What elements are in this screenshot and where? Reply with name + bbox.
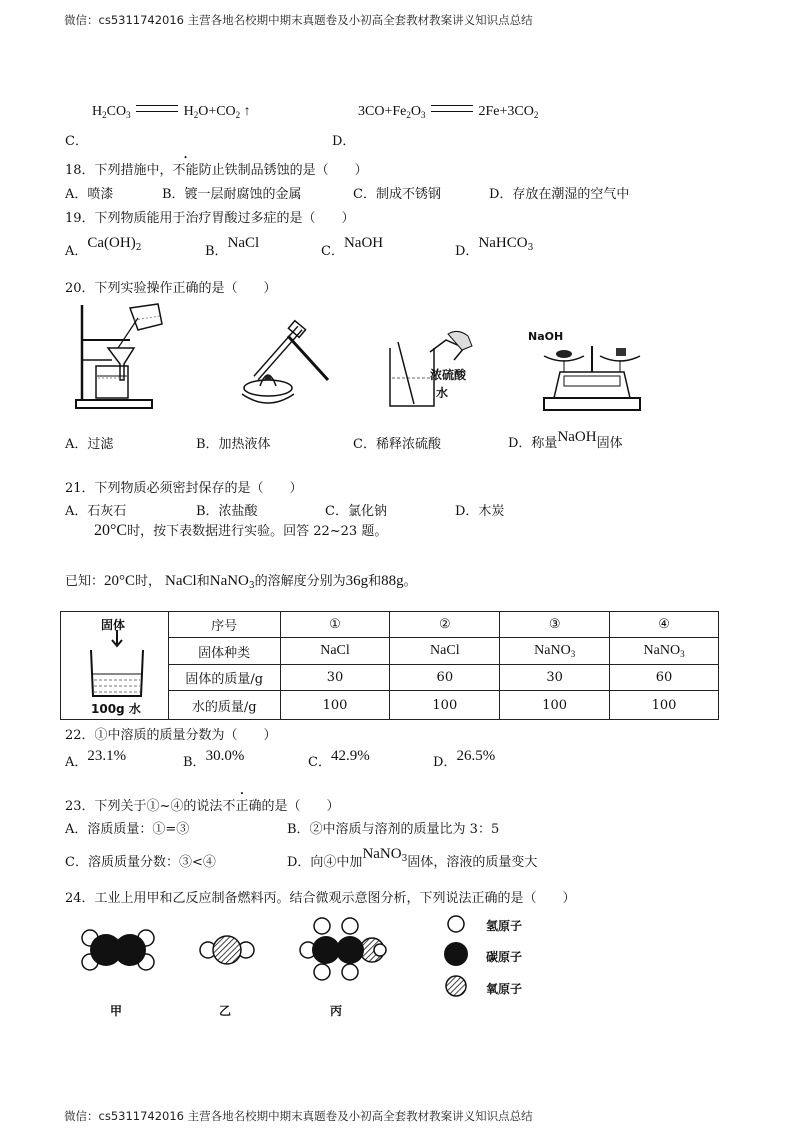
- page-footer: 微信：cs5311742016 主营各地名校期中期末真题卷及小初高全套教材教案讲义知识点总结: [64, 1109, 533, 1123]
- acid-label: 浓硫酸: [430, 368, 467, 382]
- solid-label: 固体: [101, 618, 126, 632]
- q20-option-b: B．加热液体: [196, 437, 271, 452]
- experiment-intro: 20°C时，按下表数据进行实验。回答 22~23 题。: [94, 522, 388, 539]
- q23-option-b: B．②中溶质与溶剂的质量比为 3：5: [287, 822, 500, 837]
- molecule-jia: [82, 930, 154, 970]
- oxygen-legend-icon: [446, 976, 466, 996]
- solid-type: NaNO$_3$: [610, 638, 719, 665]
- beaker-icon: [85, 630, 149, 700]
- q20-option-d: D．称量NaOH固体: [508, 429, 623, 451]
- page-header: 微信：cs5311742016 主营各地名校期中期末真题卷及小初高全套教材教案讲义知识点总结: [64, 13, 533, 27]
- q23-option-d: D．向④中加NaNO$_3$固体，溶液的质量变大: [287, 846, 538, 870]
- q22-stem: 22．①中溶质的质量分数为（ ）: [65, 728, 277, 743]
- legend-hydrogen: 氢原子: [486, 919, 523, 933]
- row-label-number: 序号: [168, 612, 280, 638]
- q18-option-c: C．制成不锈钢: [353, 187, 441, 202]
- naoh-label: NaOH: [528, 330, 564, 343]
- q21-option-b: B．浓盐酸: [196, 504, 258, 519]
- beaker-figure-cell: [61, 612, 169, 720]
- row-label-type: 固体种类: [168, 638, 280, 665]
- label-jia: 甲: [110, 1004, 123, 1018]
- label-bing: 丙: [330, 1004, 343, 1018]
- hydrogen-legend-icon: [448, 916, 464, 932]
- q22-option-d: D．26.5%: [433, 748, 496, 770]
- q22-option-c: C．42.9%: [308, 748, 370, 770]
- equation-d: $3CO+Fe_2O_3$ $2Fe+3CO_2$: [358, 104, 539, 120]
- q18-option-b: B．镀一层耐腐蚀的金属: [162, 187, 302, 202]
- water-label: 水: [436, 386, 449, 400]
- row-label-water-mass: 水的质量/g: [168, 691, 280, 720]
- sample-number: ②: [390, 612, 500, 638]
- q23-stem: 23．下列关于①~④的说法不正确的是（ ）: [65, 799, 340, 814]
- q20-option-c: C．稀释浓硫酸: [353, 437, 441, 452]
- q18-option-d: D．存放在潮湿的空气中: [489, 187, 630, 202]
- solubility-known: 已知：20°C时， NaCl和NaNO$_3$的溶解度分别为36g和88g。: [65, 573, 417, 591]
- filtration-figure: [68, 300, 178, 412]
- solid-mass: 60: [610, 665, 719, 691]
- q19-option-d: D．NaHCO$_3$: [455, 235, 534, 259]
- q21-stem: 21．下列物质必须密封保存的是（ ）: [65, 481, 303, 496]
- heating-liquid-figure: [228, 318, 338, 413]
- q21-option-a: A．石灰石: [65, 504, 127, 519]
- solid-mass: 30: [280, 665, 390, 691]
- sample-number: ④: [610, 612, 719, 638]
- q18-option-a: A．喷漆: [65, 187, 114, 202]
- molecule-diagram: [60, 908, 480, 1028]
- water-mass: 100: [390, 691, 500, 720]
- legend-carbon: 碳原子: [486, 950, 523, 964]
- q20-option-a: A．过滤: [65, 437, 114, 452]
- solid-mass: 30: [500, 665, 610, 691]
- sample-number: ③: [500, 612, 610, 638]
- solubility-table: [60, 611, 719, 720]
- option-d-label: D．: [332, 134, 356, 149]
- water-mass: 100: [610, 691, 719, 720]
- solid-type: NaCl: [390, 638, 500, 665]
- legend-oxygen: 氧原子: [486, 982, 523, 996]
- q20-stem: 20．下列实验操作正确的是（ ）: [65, 281, 277, 296]
- solid-type: NaNO$_3$: [500, 638, 610, 665]
- q19-stem: 19．下列物质能用于治疗胃酸过多症的是（ ）: [65, 211, 355, 226]
- solid-mass: 60: [390, 665, 500, 691]
- q19-option-c: C．NaOH: [321, 235, 384, 259]
- carbon-legend-icon: [444, 942, 468, 966]
- q21-option-c: C．氯化钠: [325, 504, 387, 519]
- balance-figure: [540, 336, 644, 414]
- q22-option-a: A．23.1%: [65, 748, 127, 770]
- equation-c: $H_2CO_3$ $H_2O+CO_2$ ↑: [92, 104, 251, 120]
- molecule-bing: [300, 918, 386, 980]
- water-amount-label: 100g 水: [91, 702, 141, 716]
- row-label-solid-mass: 固体的质量/g: [168, 665, 280, 691]
- water-mass: 100: [280, 691, 390, 720]
- sample-number: ①: [280, 612, 390, 638]
- option-c-label: C．: [65, 134, 88, 149]
- q18-stem: 18．下列措施中，不能防止铁制品锈蚀的是（ ）: [65, 163, 368, 178]
- water-mass: 100: [500, 691, 610, 720]
- q21-option-d: D．木炭: [455, 504, 505, 519]
- q23-option-c: C．溶质质量分数：③<④: [65, 855, 216, 870]
- solid-type: NaCl: [280, 638, 390, 665]
- label-yi: 乙: [219, 1004, 232, 1018]
- q19-option-b: B．NaCl: [205, 235, 260, 259]
- q23-option-a: A．溶质质量：①=③: [65, 822, 190, 837]
- q24-stem: 24．工业上用甲和乙反应制备燃料丙。结合微观示意图分析，下列说法正确的是（ ）: [65, 891, 576, 906]
- q22-option-b: B．30.0%: [183, 748, 245, 770]
- molecule-yi: [200, 936, 254, 964]
- q19-option-a: A．$Ca(OH)_2$: [65, 235, 142, 259]
